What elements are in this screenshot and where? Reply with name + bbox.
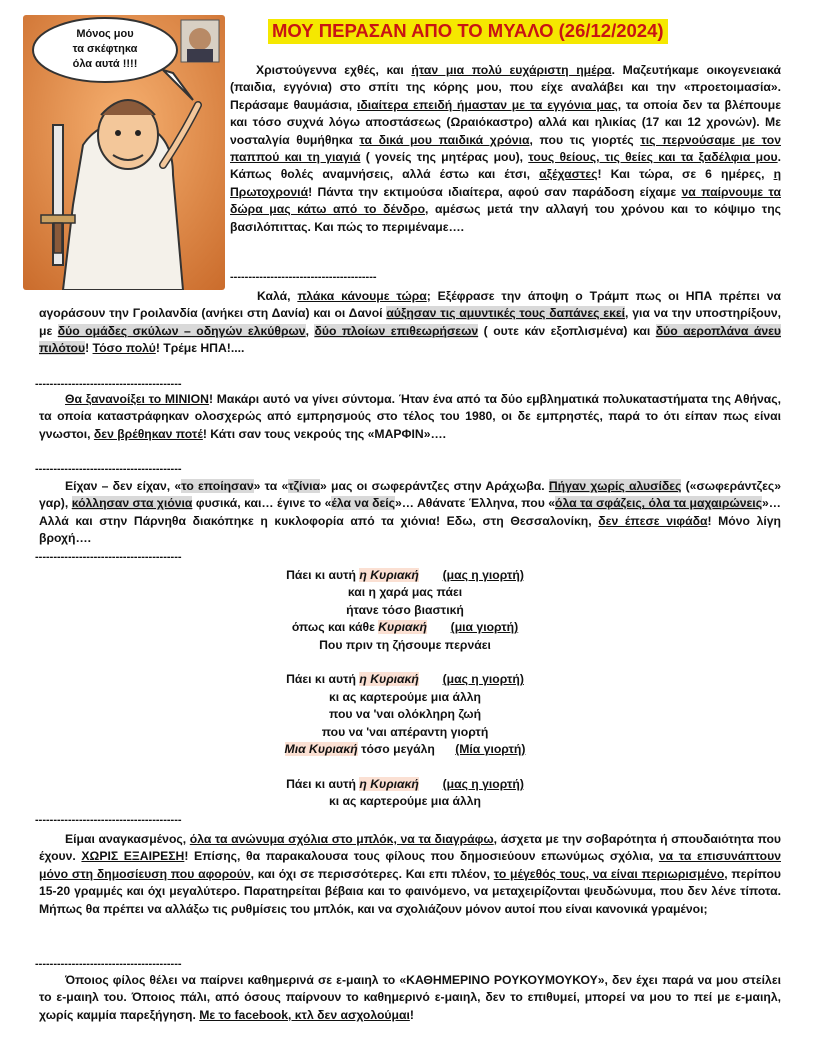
separator-6: ---------------------------------------- — [35, 958, 182, 970]
paragraph-christmas: Χριστούγεννα εχθές, και ήταν μια πολύ ευχάριστη ημέρα. Μαζευτήκαμε οικογενειακά (παιδια, εγγόνια) στο σπίτι της κόρης μου, που είχε αναλάβει και την «προετοιμασία». Περάσαμε θαυμάσια, ιδιαίτερα επειδή ήμασταν με τα εγγόνια μας, τα οποία δεν τα βλέπουμε και τόσο συχνά λόγω αποστάσεως (Ωραιόκαστρο) αλλά και ηλικίας (17 και 12 χρονών). Με νοσταλγία θυμήθηκα τα δικά μου παιδικά χρόνια, που τις γιορτές τις περνούσαμε με τον παππού και τη γιαγιά ( γονείς της μητέρας μου), τους θείους, τις θείες και τα ξαδέλφια μου. Κάπως θολές αναμνήσεις, αλλά έστω και έτσι, αξέχαστες! Και τώρα, σε 6 ημέρες, η Πρωτοχρονιά! Πάντα την εκτιμούσα ιδιαίτερα, αφού σαν παράδοση είχαμε να παίρνουμε τα δώρα μας κάτω από το δένδρο, αμέσως μετά την αλλαγή του χρόνου και το κόψιμο της βασιλόπιττας. Και πώς το περιμέναμε…. — [230, 63, 782, 234]
separator-3: ---------------------------------------- — [35, 463, 182, 475]
paragraph-comments: Είμαι αναγκασμένος, όλα τα ανώνυμα σχόλια στο μπλόκ, να τα διαγράφω, άσχετα με την σοβαρότητα ή σπουδαιότητα που έχουν. ΧΩΡΙΣ ΕΞΑΙΡΕΣΗ! Επίσης, θα παρακαλουσα τους φίλους που δημοσιεύουν επωνύμως σχόλια, να τα επισυνάπτουν μόνο στη δημοσίευση που αφορούν, και όχι σε περισσότερες. Και επι πλέον, το μέγεθός τους, να είναι περιωρισμένο, περίπου 15-20 γραμμές και όχι μεγαλύτερο. Παρατηρείται βέβαια και το φαινόμενο, να μεταχειρίζονται ψευδώνυμα, που δεν λένε τίποτα. Μήπως θα πρέπει να αλλάξω τις ρυθμίσεις του μπλόκ, και να σχολιάζουν μόνον αυτοί που είναι κανονικά γραμένοι; — [39, 832, 781, 916]
paragraph-minion: Θα ξανανοίξει το ΜΙΝΙΟΝ! Μακάρι αυτό να γίνει σύντομα. Ήταν ένα από τα δύο εμβληματικά πολυκαταστήματα της Αθήνας, τα οποία καταστράφηκαν ολοσχερώς από εμπρησμούς στο τέλος του 1980, οι δε εμπρηστές, παρά το ότι είπαν πως είναι γνωστοι, δεν βρέθηκαν ποτέ! Κάτι σαν τους νεκρούς της «ΜΑΡΦΙΝ»…. — [39, 392, 782, 441]
page-title: ΜΟΥ ΠΕΡΑΣΑΝ ΑΠΟ ΤΟ ΜΥΑΛΟ (26/12/2024) — [268, 19, 668, 44]
bubble-line-1: Μόνος μου — [76, 28, 134, 40]
poem: Πάει κι αυτή η Κυριακή (μας η γιορτή) και η χαρά μας πάει ήτανε τόσο βιαστική όπως και κάθε Κυριακή (μια γιορτή) Που πριν τη ζήσουμε περνάει Πάει κι αυτή η Κυριακή (μας η γιορτή) κι ας καρτερούμε μια άλλη που να 'ναι ολόκληρη ζωή που να 'ναι απέραντη γιορτή Μια Κυριακή τόσο μεγάλη (Μία γιορτή) Πάει κι αυτή η Κυριακή (μας η γιορτή) κι ας καρτερούμε μια άλλη — [284, 568, 526, 809]
bubble-line-2: τα σκέφτηκα — [72, 43, 138, 55]
separator-2: ---------------------------------------- — [35, 378, 182, 390]
paragraph-email: Όποιος φίλος θέλει να παίρνει καθημερινά σε ε-μαιηλ το «ΚΑΘΗΜΕΡΙΝΟ ΡΟΥΚΟΥΜΟΥΚΟΥ», δεν έχει παρά να μου στείλει το ε-μαιηλ του. Όποιος πάλι, από όσους παίρνουν το καθημερινό ε-μαιηλ, δεν το επιθυμεί, μπορεί να μου το πεί με ε-μαιηλ, χωρίς καμμία παρεξήγηση. Με το facebook, κτλ δεν ασχολούμαι! — [39, 973, 781, 1022]
bubble-line-3: όλα αυτά !!!! — [72, 58, 138, 70]
cartoon-illustration — [23, 15, 225, 290]
cartoon-svg — [23, 15, 225, 290]
separator-4: ---------------------------------------- — [35, 551, 182, 563]
paragraph-arachova: Είχαν – δεν είχαν, «το εποίησαν» τα «τζίνια» μας οι σωφεράντζες στην Αράχωβα. Πήγαν χωρίς αλυσίδες («σωφεράντζες» γαρ), κόλλησαν στα χιόνια φυσικά, και… έγινε το «έλα να δείς»… Αθάνατε Έλληνα, που «όλα τα σφάζεις, όλα τα μαχαιρώνεις»… Αλλά και στην Πάρνηθα διακόπηκε η κυκλοφορία από τα χιόνια! Εδω, στη Θεσσαλονίκη, δεν έπεσε νιφάδα! Μόνο λίγη βροχή…. — [39, 479, 782, 546]
paragraph-greenland: Καλά, πλάκα κάνουμε τώρα; Εξέφρασε την άποψη ο Τράμπ πως οι ΗΠΑ πρέπει να αγοράσουν την Γροιλανδία (ανήκει στη Δανία) και οι Δανοί αύξησαν τις αμυντικές τους δαπάνες εκεί, για να την υποστηρίξουν, με δύο ομάδες σκύλων – οδηγών ελκύθρων, δύο πλοίων επιθεωρήσεων ( ουτε κάν εξοπλισμένα) και δύο αεροπλάνα άνευ πιλότου! Τόσο πολύ! Τρέμε ΗΠΑ!.... — [39, 289, 781, 356]
separator-5: ---------------------------------------- — [35, 814, 182, 826]
separator-1: ---------------------------------------- — [230, 271, 377, 283]
